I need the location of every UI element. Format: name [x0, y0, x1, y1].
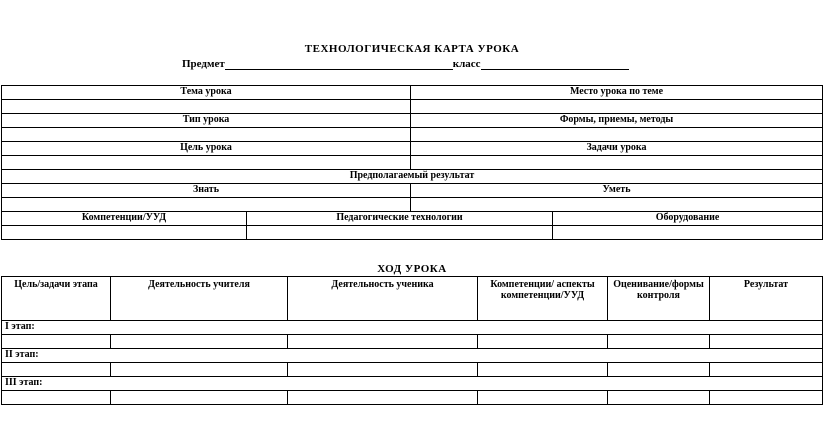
stage-label: II этап: [2, 349, 823, 363]
table-cell[interactable] [710, 363, 823, 377]
place-cell[interactable] [411, 100, 823, 114]
table-cell[interactable] [111, 391, 288, 405]
subject-label: Предмет [182, 58, 225, 70]
column-header-result: Результат [710, 277, 823, 321]
competencies-cell[interactable] [2, 226, 247, 240]
column-header-teacher: Деятельность учителя [111, 277, 288, 321]
topic-cell[interactable] [2, 100, 411, 114]
topic-header: Тема урока [2, 86, 411, 100]
goal-header: Цель урока [2, 142, 411, 156]
competencies-header: Компетенции/УУД [2, 212, 247, 226]
know-cell[interactable] [2, 198, 411, 212]
table-cell[interactable] [478, 335, 608, 349]
type-cell[interactable] [2, 128, 411, 142]
table-cell[interactable] [2, 391, 111, 405]
table-cell[interactable] [288, 335, 478, 349]
table-cell[interactable] [288, 363, 478, 377]
equipment-cell[interactable] [553, 226, 823, 240]
technologies-header: Педагогические технологии [247, 212, 553, 226]
technologies-cell[interactable] [247, 226, 553, 240]
column-header-student: Деятельность ученика [288, 277, 478, 321]
stage-label: III этап: [2, 377, 823, 391]
equipment-header: Оборудование [553, 212, 823, 226]
lesson-flow-title: ХОД УРОКА [377, 263, 447, 275]
type-header: Тип урока [2, 114, 411, 128]
table-cell[interactable] [111, 363, 288, 377]
can-header: Уметь [411, 184, 823, 198]
tasks-header: Задачи урока [411, 142, 823, 156]
forms-cell[interactable] [411, 128, 823, 142]
table-cell[interactable] [710, 391, 823, 405]
table-cell[interactable] [288, 391, 478, 405]
column-header-competencies: Компетенции/ аспекты компетенции/УУД [478, 277, 608, 321]
forms-header: Формы, приемы, методы [411, 114, 823, 128]
subject-blank[interactable] [225, 58, 453, 70]
expected-result-header: Предполагаемый результат [2, 170, 823, 184]
lesson-info-table [1, 85, 823, 240]
table-cell[interactable] [710, 335, 823, 349]
stage-label: I этап: [2, 321, 823, 335]
table-cell[interactable] [478, 391, 608, 405]
goal-cell[interactable] [2, 156, 411, 170]
table-cell[interactable] [478, 363, 608, 377]
table-cell[interactable] [111, 335, 288, 349]
table-cell[interactable] [2, 335, 111, 349]
subject-class-line [182, 58, 629, 70]
document-title: ТЕХНОЛОГИЧЕСКАЯ КАРТА УРОКА [304, 43, 520, 55]
table-cell[interactable] [608, 335, 710, 349]
know-header: Знать [2, 184, 411, 198]
place-header: Место урока по теме [411, 86, 823, 100]
column-header-goal: Цель/задачи этапа [2, 277, 111, 321]
tasks-cell[interactable] [411, 156, 823, 170]
column-header-assessment: Оценивание/формы контроля [608, 277, 710, 321]
lesson-flow-table [1, 276, 823, 405]
table-cell[interactable] [2, 363, 111, 377]
class-label: класс [452, 58, 481, 70]
class-blank[interactable] [481, 58, 629, 70]
table-cell[interactable] [608, 391, 710, 405]
table-cell[interactable] [608, 363, 710, 377]
can-cell[interactable] [411, 198, 823, 212]
